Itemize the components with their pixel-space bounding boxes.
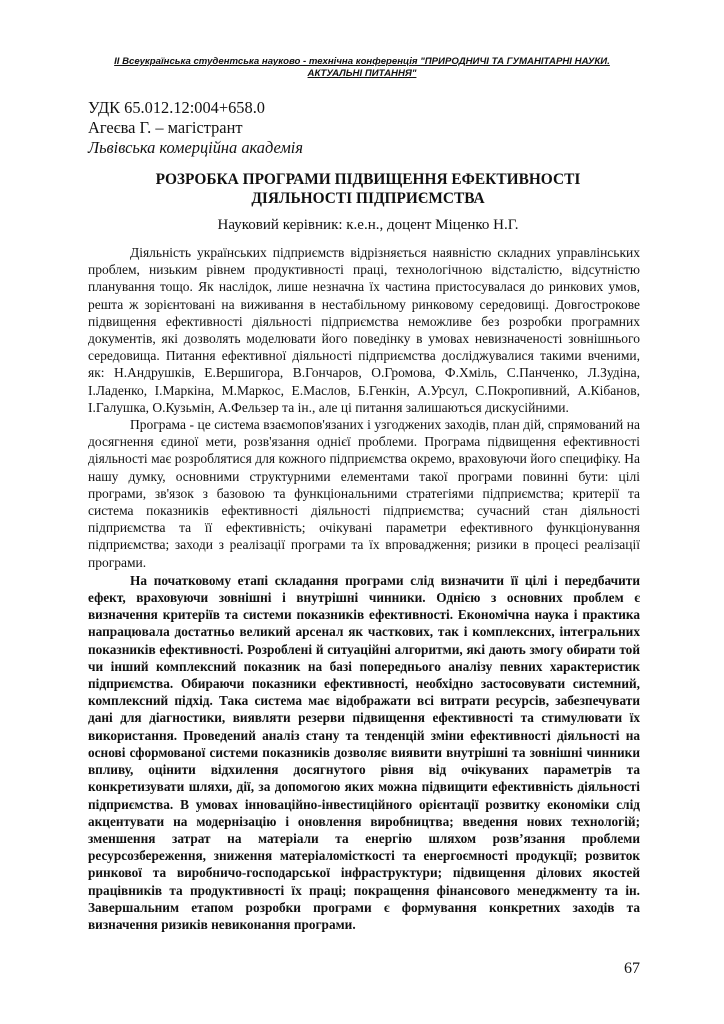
affiliation: Львівська комерційна академія (88, 138, 303, 157)
paragraph-3: На початковому етапі складання програми слід визначити її цілі і передбачити ефект, враховуючи зовнішні і внутрішні чинники. Однією з основних проблем є визначення критеріїв та системи показників ефективності. Економічна наука і практика напрацювала достатньо великий арсенал як часткових, так і комплексних, інтегральних показників ефективності. Розроблені й ситуаційні алгоритми, які дають змогу обирати той чи інший комплексний показник на базі попереднього аналізу певних характеристик підприємства. Обираючи показники ефективності, необхідно застосовувати системний, комплексний підхід. Така система має відображати всі витрати ресурсів, забезпечувати дані для діагностики, виявляти резерви підвищення ефективності та стимулювати їх використання. Проведений аналіз стану та тенденцій зміни ефективності діяльності на основі сформованої системи показників дозволяє виявити внутрішні та зовнішні чинники впливу, оцінити відхилення досягнутого рівня від очікуваних параметрів та конкретизувати шляхи, дії, за допомогою яких можна підвищити ефективність діяльності підприємства. В умовах інноваційно-інвестиційного орієнтації розвитку економіки слід акцентувати на модернізацію і оновлення виробництва; введення нових технологій; зменшення затрат на матеріали та енергію шляхом розв’язання проблеми ресурсозбереження, зниження матеріаломісткості та енергоємності продукції; розвиток ринкової та виробничо-господарської інфраструктури; підвищення ділових якостей працівників та продуктивності їх праці; покращення фінансового менеджменту та ін. Завершальним етапом розробки програми є формування конкретних заходів та визначення ризиків невиконання програми. (88, 572, 640, 932)
article-title (88, 170, 648, 208)
running-header-line-1: ІІ Всеукраїнська студентська науково - технічна конференція "ПРИРОДНИЧІ ТА ГУМАНІТАРНІ НАУКИ. (114, 56, 610, 67)
article-meta (88, 98, 648, 158)
paragraph-2: Програма - це система взаємопов'язаних і узгоджених заходів, план дій, спрямований на досягнення єдиної мети, розв'язання однієї проблеми. Програма підвищення ефективності діяльності має розроблятися для кожного підприємства окремо, враховуючи його специфіку. На нашу думку, основними структурними елементами такої програми повинні бути: цілі програми, зв'язок з базовою та функціональними стратегіями підприємства; критерії та система показників ефективності діяльності підприємства; сучасний стан діяльності підприємства та її ефективність; очікувані параметри ефективного функціонування підприємства; заходи з реалізації програми та їх впровадження; ризики в процесі реалізації програми. (88, 417, 640, 570)
running-header (100, 56, 624, 80)
paragraph-1: Діяльність українських підприємств відрізняється наявністю складних управлінських проблем, низьким рівнем продуктивності праці, технологічною відсталістю, відсутністю планування тощо. Як наслідок, лише незначна їх частина пристосувалася до ринкових умов, решта ж зорієнтовані на виживання в нестабільному ринковому середовищі. Довгострокове підвищення ефективності діяльності підприємства неможливе без розробки програмних документів, які дозволять моделювати його поведінку в умовах невизначеності зовнішнього середовища. Питання ефективної діяльності підприємства досліджувалися такими вченими, як: Н.Андрушків, Е.Вершигора, В.Гончаров, О.Громова, Ф.Хміль, С.Панченко, Л.Зудіна, І.Ладенко, І.Маркіна, М.Маркос, Е.Маслов, Б.Генкін, А.Урсул, С.Покропивний, А.Кібанов, І.Галушка, О.Кузьмін, А.Фельзер та ін., але ці питання залишаються дискусійними. (88, 245, 640, 415)
article-body (88, 244, 640, 933)
article-title-line-1: РОЗРОБКА ПРОГРАМИ ПІДВИЩЕННЯ ЕФЕКТИВНОСТІ (155, 171, 581, 188)
scientific-advisor: Науковий керівник: к.е.н., доцент Міценко Н.Г. (217, 217, 519, 233)
running-header-line-2: АКТУАЛЬНІ ПИТАННЯ" (307, 68, 417, 79)
author-line: Агеєва Г. – магістрант (88, 118, 243, 137)
article-title-line-2: ДІЯЛЬНОСТІ ПІДПРИЄМСТВА (251, 190, 485, 207)
udc-code: УДК 65.012.12:004+658.0 (88, 98, 265, 117)
page-number: 67 (624, 960, 640, 977)
